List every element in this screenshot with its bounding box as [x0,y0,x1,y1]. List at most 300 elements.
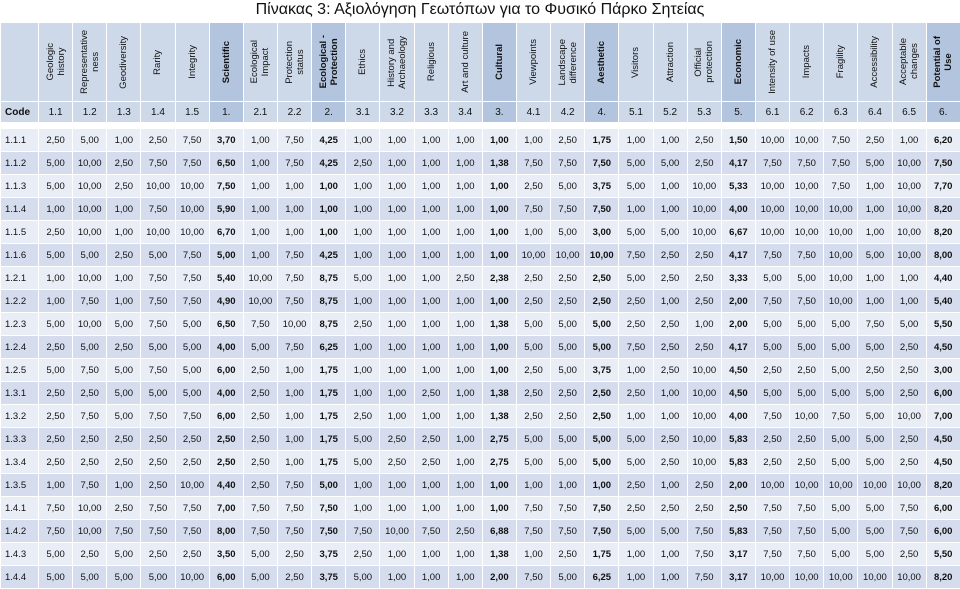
table-cell: 2,50 [516,175,550,198]
table-cell: 7,50 [551,520,585,543]
column-header-label: Geodiversity [118,36,129,89]
table-cell: 2,50 [551,290,585,313]
table-cell: 7,00 [209,497,243,520]
table-cell: 1,00 [448,428,482,451]
column-code: 5.2 [653,102,687,123]
table-cell: 1,00 [482,336,516,359]
table-cell: 2,50 [653,313,687,336]
table-cell: 1,00 [858,267,892,290]
table-cell: 5,00 [551,359,585,382]
table-cell: 2,50 [414,428,448,451]
table-cell: 2,50 [73,428,107,451]
table-cell: 7,50 [824,129,858,152]
table-cell: 2,50 [141,451,175,474]
table-cell: 7,50 [687,566,721,589]
table-cell: 1,00 [892,129,926,152]
column-header-label: Integrity [187,45,198,79]
table-cell: 4,00 [721,405,755,428]
table-cell: 7,50 [243,313,277,336]
table-cell: 5,00 [107,359,141,382]
table-cell: 7,50 [790,520,824,543]
table-cell: 3,75 [312,543,346,566]
table-cell: 7,50 [141,497,175,520]
table-cell: 1,00 [346,336,380,359]
table-cell: 1,00 [380,152,414,175]
column-header-label: Geologic history [45,43,67,81]
table-cell: 5,00 [141,336,175,359]
column-code: 3.1 [346,102,380,123]
table-cell: 5,00 [73,566,107,589]
table-cell: 2,50 [346,313,380,336]
table-cell: 7,50 [687,520,721,543]
table-cell: 6,00 [209,359,243,382]
table-cell: 7,50 [141,152,175,175]
table-cell: 2,50 [653,428,687,451]
code-row [1,102,960,123]
table-cell: 5,90 [209,198,243,221]
table-cell: 7,50 [858,313,892,336]
table-cell: 5,00 [858,405,892,428]
table-cell: 8,75 [312,313,346,336]
table-cell: 1,75 [312,359,346,382]
table-cell: 10,00 [687,451,721,474]
column-header [516,23,550,102]
table-cell: 2,50 [107,175,141,198]
table-cell: 5,00 [516,451,550,474]
table-cell: 1,00 [380,313,414,336]
row-code: 1.2.5 [1,359,39,382]
table-cell: 10,00 [243,267,277,290]
row-code: 1.4.3 [1,543,39,566]
column-header-label: Economic [733,39,744,84]
table-cell: 1,00 [448,290,482,313]
table-cell: 6,00 [209,405,243,428]
table-row [1,313,960,336]
table-cell: 6,67 [721,221,755,244]
table-cell: 5,00 [790,382,824,405]
table-cell: 1,00 [482,497,516,520]
table-cell: 2,50 [107,336,141,359]
table-cell: 5,00 [73,244,107,267]
table-cell: 5,00 [346,566,380,589]
table-cell: 1,00 [414,244,448,267]
table-row [1,175,960,198]
table-cell: 1,00 [619,405,653,428]
table-cell: 7,50 [755,520,789,543]
table-cell: 4,00 [721,198,755,221]
table-cell: 2,50 [551,382,585,405]
column-header [892,23,926,102]
row-code: 1.4.2 [1,520,39,543]
table-cell: 1,00 [448,497,482,520]
table-cell: 2,50 [858,129,892,152]
table-cell: 1,00 [482,175,516,198]
table-cell: 1,38 [482,152,516,175]
table-cell: 10,00 [892,405,926,428]
table-row [1,129,960,152]
table-cell: 2,50 [790,359,824,382]
table-cell: 5,40 [209,267,243,290]
table-cell: 8,20 [926,566,960,589]
table-cell: 2,50 [653,359,687,382]
row-code: 1.1.4 [1,198,39,221]
table-cell: 2,50 [175,451,209,474]
column-header [312,23,346,102]
table-cell: 5,33 [721,175,755,198]
table-cell: 5,00 [107,313,141,336]
table-cell: 4,50 [721,359,755,382]
table-cell: 7,50 [516,566,550,589]
column-code: 4.1 [516,102,550,123]
table-cell: 5,00 [141,566,175,589]
table-cell: 1,00 [653,474,687,497]
table-cell: 1,00 [619,359,653,382]
table-cell: 7,50 [585,198,619,221]
table-cell: 2,50 [619,382,653,405]
table-cell: 1,00 [380,175,414,198]
table-cell: 10,00 [73,520,107,543]
table-cell: 1,00 [482,290,516,313]
table-cell: 7,50 [551,152,585,175]
table-cell: 5,00 [346,267,380,290]
table-cell: 2,50 [346,152,380,175]
code-label: Code [1,102,39,123]
table-cell: 5,00 [653,152,687,175]
table-cell: 10,00 [892,152,926,175]
table-cell: 7,50 [175,267,209,290]
table-cell: 5,83 [721,428,755,451]
table-cell: 1,00 [619,566,653,589]
row-code: 1.4.4 [1,566,39,589]
column-header [141,23,175,102]
table-cell: 7,50 [619,244,653,267]
table-cell: 7,50 [312,520,346,543]
column-header [346,23,380,102]
table-row [1,451,960,474]
table-cell: 2,50 [448,520,482,543]
column-header-label: Rarity [152,50,163,75]
column-header [243,23,277,102]
column-header [175,23,209,102]
column-header [448,23,482,102]
table-cell: 1,00 [448,152,482,175]
table-cell: 10,00 [687,198,721,221]
row-code: 1.2.3 [1,313,39,336]
table-cell: 2,50 [585,267,619,290]
table-cell: 5,00 [585,336,619,359]
table-cell: 5,00 [551,566,585,589]
column-header-label: Aesthetic [596,41,607,84]
table-cell: 7,50 [141,520,175,543]
table-cell: 1,75 [585,543,619,566]
column-header [790,23,824,102]
column-code: 6.1 [755,102,789,123]
table-cell: 5,00 [551,451,585,474]
table-cell: 2,50 [551,405,585,428]
table-cell: 2,50 [619,290,653,313]
table-cell: 5,00 [175,382,209,405]
table-cell: 7,50 [175,244,209,267]
table-cell: 5,00 [790,313,824,336]
table-cell: 3,00 [926,359,960,382]
table-cell: 1,00 [312,175,346,198]
table-cell: 10,00 [790,129,824,152]
table-cell: 7,50 [687,543,721,566]
table-cell: 5,00 [73,129,107,152]
row-code: 1.1.2 [1,152,39,175]
table-cell: 1,00 [277,405,311,428]
table-cell: 7,50 [824,152,858,175]
table-cell: 2,50 [687,497,721,520]
table-cell: 1,00 [414,566,448,589]
table-cell: 10,00 [516,244,550,267]
column-header [380,23,414,102]
table-cell: 2,50 [141,543,175,566]
row-code: 1.1.3 [1,175,39,198]
table-cell: 1,00 [277,382,311,405]
table-cell: 1,00 [414,129,448,152]
table-cell: 8,75 [312,290,346,313]
table-cell: 4,90 [209,290,243,313]
table-row [1,382,960,405]
table-cell: 2,50 [243,405,277,428]
table-cell: 6,50 [209,152,243,175]
table-cell: 4,50 [926,428,960,451]
column-code: 6. [926,102,960,123]
page-title: Πίνακας 3: Αξιολόγηση Γεωτόπων για το Φυσικό Πάρκο Σητείας [0,0,960,22]
table-cell: 7,50 [516,497,550,520]
table-cell: 1,38 [482,313,516,336]
table-cell: 2,75 [482,428,516,451]
column-code: 1.5 [175,102,209,123]
table-cell: 5,00 [585,451,619,474]
table-cell: 7,50 [175,520,209,543]
table-cell: 7,50 [175,290,209,313]
table-cell: 2,50 [107,152,141,175]
table-cell: 2,50 [551,543,585,566]
table-cell: 7,50 [755,152,789,175]
table-cell: 1,00 [380,267,414,290]
table-cell: 5,00 [824,359,858,382]
table-cell: 2,50 [755,451,789,474]
table-cell: 1,00 [516,543,550,566]
table-cell: 10,00 [175,221,209,244]
table-cell: 1,00 [243,129,277,152]
column-code: 5. [721,102,755,123]
column-code: 1. [209,102,243,123]
table-cell: 8,20 [926,474,960,497]
table-row [1,198,960,221]
column-header [414,23,448,102]
table-cell: 10,00 [824,267,858,290]
table-cell: 1,00 [380,129,414,152]
table-cell: 7,50 [141,198,175,221]
table-cell: 1,00 [414,497,448,520]
table-cell: 5,00 [551,175,585,198]
table-cell: 1,75 [312,451,346,474]
table-cell: 7,50 [277,290,311,313]
table-cell: 2,50 [243,382,277,405]
table-cell: 2,50 [243,428,277,451]
table-cell: 5,00 [619,428,653,451]
table-cell: 1,00 [448,405,482,428]
table-cell: 1,75 [585,129,619,152]
table-cell: 1,00 [277,451,311,474]
table-cell: 2,50 [516,382,550,405]
table-cell: 5,00 [858,520,892,543]
table-cell: 1,00 [482,198,516,221]
table-cell: 10,00 [892,474,926,497]
column-code: 3.2 [380,102,414,123]
table-cell: 6,50 [209,313,243,336]
table-cell: 1,00 [346,474,380,497]
table-cell: 1,00 [107,221,141,244]
table-cell: 1,00 [858,290,892,313]
column-header-label: Religious [426,42,437,81]
table-cell: 5,00 [755,336,789,359]
column-header [73,23,107,102]
table-cell: 2,50 [107,428,141,451]
table-cell: 2,50 [414,382,448,405]
table-cell: 10,00 [824,474,858,497]
table-cell: 1,00 [107,290,141,313]
table-cell: 10,00 [141,221,175,244]
table-cell: 5,00 [551,313,585,336]
table-cell: 1,00 [277,221,311,244]
table-cell: 10,00 [687,175,721,198]
column-header-label: Ethics [357,49,368,75]
table-cell: 1,00 [312,198,346,221]
table-cell: 1,00 [414,474,448,497]
table-cell: 2,50 [243,451,277,474]
table-cell: 10,00 [824,198,858,221]
table-cell: 5,00 [858,244,892,267]
table-cell: 2,50 [619,313,653,336]
table-cell: 7,50 [243,497,277,520]
table-cell: 1,00 [243,152,277,175]
column-header-label: Representative ness [79,30,101,94]
table-cell: 10,00 [687,382,721,405]
table-cell: 5,00 [243,566,277,589]
table-cell: 5,00 [39,175,73,198]
table-cell: 1,00 [107,129,141,152]
table-cell: 10,00 [755,474,789,497]
table-cell: 1,00 [414,198,448,221]
table-cell: 7,50 [585,497,619,520]
column-header [107,23,141,102]
table-cell: 4,25 [312,152,346,175]
table-cell: 10,00 [73,313,107,336]
table-cell: 2,50 [687,129,721,152]
table-row [1,543,960,566]
table-cell: 10,00 [175,566,209,589]
table-cell: 7,50 [141,267,175,290]
table-cell: 7,50 [312,497,346,520]
table-cell: 2,50 [687,244,721,267]
table-cell: 2,50 [585,290,619,313]
table-cell: 7,50 [277,497,311,520]
table-row [1,336,960,359]
table-cell: 2,50 [551,129,585,152]
table-cell: 5,00 [755,267,789,290]
table-cell: 1,00 [243,244,277,267]
column-header-label: Acceptable changes [898,38,920,85]
table-cell: 1,00 [414,405,448,428]
table-row [1,221,960,244]
table-cell: 1,00 [346,382,380,405]
table-cell: 10,00 [790,221,824,244]
table-cell: 5,00 [73,336,107,359]
table-cell: 4,50 [926,451,960,474]
column-header-label: Official protection [693,41,715,83]
table-row [1,267,960,290]
table-cell: 5,00 [175,313,209,336]
header-corner [1,23,39,102]
table-cell: 5,00 [39,543,73,566]
column-header-label: Cultural [494,44,505,80]
table-cell: 1,00 [277,175,311,198]
table-cell: 8,20 [926,221,960,244]
table-cell: 5,00 [824,382,858,405]
table-cell: 2,50 [653,244,687,267]
table-cell: 1,00 [414,175,448,198]
table-cell: 1,00 [653,405,687,428]
table-cell: 1,00 [380,382,414,405]
column-header-label: Landscape difference [557,39,579,85]
table-cell: 1,00 [448,244,482,267]
table-cell: 5,00 [824,428,858,451]
row-code: 1.2.4 [1,336,39,359]
table-cell: 5,00 [107,566,141,589]
column-code: 3.4 [448,102,482,123]
table-cell: 7,50 [73,474,107,497]
column-header-label: Viewpoints [528,39,539,85]
table-cell: 7,50 [277,336,311,359]
table-cell: 7,50 [209,175,243,198]
table-cell: 7,50 [175,152,209,175]
table-cell: 1,00 [448,451,482,474]
column-code: 6.4 [858,102,892,123]
table-cell: 7,50 [73,359,107,382]
column-header-label: Attraction [665,42,676,82]
table-cell: 1,00 [653,290,687,313]
table-cell: 5,00 [243,336,277,359]
table-cell: 1,00 [414,290,448,313]
table-cell: 6,00 [926,497,960,520]
table-cell: 7,50 [175,129,209,152]
table-cell: 1,00 [448,566,482,589]
column-header [858,23,892,102]
row-code: 1.3.1 [1,382,39,405]
table-cell: 10,00 [73,175,107,198]
table-cell: 1,00 [107,474,141,497]
table-cell: 5,40 [926,290,960,313]
column-header [687,23,721,102]
column-code: 6.2 [790,102,824,123]
table-cell: 10,00 [175,198,209,221]
header-row [1,23,960,102]
column-header-label: Ecological - Protection [318,35,340,88]
column-header-label: Accessibility [869,36,880,88]
table-row [1,428,960,451]
table-row [1,290,960,313]
table-cell: 5,00 [107,405,141,428]
table-cell: 8,00 [926,244,960,267]
table-cell: 10,00 [175,175,209,198]
table-cell: 1,00 [39,474,73,497]
column-code: 1.3 [107,102,141,123]
column-header [39,23,73,102]
